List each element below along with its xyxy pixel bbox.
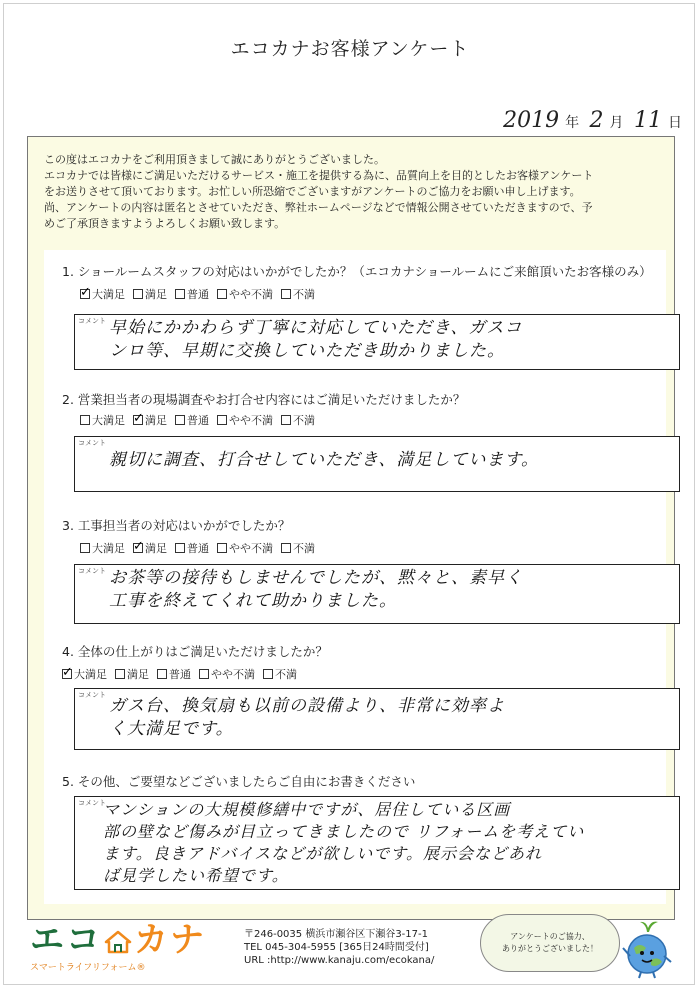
rating-option-label: 大満足 bbox=[74, 668, 107, 681]
survey-date bbox=[497, 108, 682, 133]
comment-line: く大満足です。 bbox=[109, 719, 234, 739]
checkbox-icon[interactable] bbox=[175, 415, 185, 425]
question-3-options bbox=[80, 540, 315, 556]
rating-option[interactable] bbox=[263, 666, 297, 682]
rating-option[interactable] bbox=[133, 412, 167, 428]
intro-line: めご了承頂きますようよろしくお願い致します。 bbox=[44, 217, 286, 230]
checkbox-icon[interactable] bbox=[133, 289, 143, 299]
rating-option-label: 不満 bbox=[275, 668, 297, 681]
intro-line: エコカナでは皆様にご満足いただけるサービス・施工を提供する為に、品質向上を目的としたお客様アンケート bbox=[44, 169, 594, 182]
comment-line: ます。良きアドバイスなどが欲しいです。展示会などあれ bbox=[103, 844, 542, 863]
question-2-comment bbox=[109, 449, 671, 472]
rating-option-label: 満足 bbox=[145, 288, 167, 301]
phone-line: TEL 045-304-5955 [365日24時間受付] bbox=[244, 942, 429, 953]
earth-mascot-icon bbox=[618, 918, 676, 980]
rating-option-label: 普通 bbox=[169, 668, 191, 681]
rating-option-label: 満足 bbox=[127, 668, 149, 681]
comment-line: お茶等の接待もしませんでしたが、黙々と、素早く bbox=[109, 568, 523, 588]
question-1-options bbox=[80, 286, 315, 302]
comment-line: 親切に調査、打合せしていただき、満足しています。 bbox=[109, 450, 539, 470]
rating-option[interactable] bbox=[217, 286, 273, 302]
comment-label: コメント bbox=[78, 691, 106, 699]
rating-option[interactable] bbox=[175, 286, 209, 302]
rating-option[interactable] bbox=[175, 540, 209, 556]
rating-option[interactable] bbox=[217, 540, 273, 556]
question-2-comment-box[interactable] bbox=[74, 436, 680, 492]
rating-option[interactable] bbox=[281, 286, 315, 302]
rating-option-label: 大満足 bbox=[92, 414, 125, 427]
date-day-label: 日 bbox=[668, 115, 682, 131]
question-5-comment bbox=[103, 799, 671, 887]
checkbox-icon[interactable] bbox=[157, 669, 167, 679]
rating-option[interactable] bbox=[115, 666, 149, 682]
comment-line: ば見学したい希望です。 bbox=[103, 866, 289, 885]
checkbox-icon[interactable] bbox=[281, 289, 291, 299]
intro-text bbox=[44, 152, 664, 232]
question-2-options bbox=[80, 412, 315, 428]
question-2: 2. 営業担当者の現場調査やお打合せ内容にはご満足いただけましたか？ bbox=[62, 392, 466, 407]
comment-line: 部の壁など傷みが目立ってきましたので リフォームを考えてい bbox=[103, 822, 585, 841]
question-1-comment bbox=[109, 317, 671, 363]
comment-label: コメント bbox=[78, 799, 106, 807]
url-line: URL :http://www.kanaju.com/ecokana/ bbox=[244, 955, 435, 966]
rating-option[interactable] bbox=[80, 412, 125, 428]
rating-option-label: 不満 bbox=[293, 288, 315, 301]
intro-line: をお送りさせて頂いております。お忙しい所恐縮でございますがアンケートのご協力をお願い申し上げます。 bbox=[44, 185, 581, 198]
comment-line: ガス台、換気扇も以前の設備より、非常に効率よ bbox=[109, 696, 505, 716]
rating-option-label: 不満 bbox=[293, 542, 315, 555]
logo-subtitle: スマートライフリフォーム® bbox=[30, 963, 146, 973]
rating-option-label: 普通 bbox=[187, 414, 209, 427]
rating-option-label: 大満足 bbox=[92, 288, 125, 301]
checkbox-icon[interactable] bbox=[281, 543, 291, 553]
question-5: 5. その他、ご要望などございましたらご自由にお書きください bbox=[62, 774, 416, 789]
checkbox-icon[interactable] bbox=[115, 669, 125, 679]
date-year: 2019 bbox=[503, 108, 560, 133]
question-4: 4. 全体の仕上がりはご満足いただけましたか？ bbox=[62, 644, 328, 659]
date-month-label: 月 bbox=[609, 115, 624, 131]
checked-box-icon[interactable] bbox=[80, 289, 90, 299]
rating-option-label: やや不満 bbox=[229, 414, 273, 427]
date-day: 11 bbox=[634, 108, 662, 133]
comment-line: 工事を終えてくれて助かりました。 bbox=[109, 591, 397, 611]
rating-option-label: やや不満 bbox=[211, 668, 255, 681]
rating-option[interactable] bbox=[80, 540, 125, 556]
question-3-comment bbox=[109, 567, 671, 613]
comment-label: コメント bbox=[78, 317, 106, 325]
checkbox-icon[interactable] bbox=[263, 669, 273, 679]
rating-option-label: 不満 bbox=[293, 414, 315, 427]
checkbox-icon[interactable] bbox=[217, 289, 227, 299]
rating-option[interactable] bbox=[199, 666, 255, 682]
rating-option-label: 普通 bbox=[187, 288, 209, 301]
checkbox-icon[interactable] bbox=[217, 543, 227, 553]
rating-option-label: 大満足 bbox=[92, 542, 125, 555]
checkbox-icon[interactable] bbox=[217, 415, 227, 425]
page-title: エコカナお客様アンケート bbox=[230, 38, 470, 60]
question-3: 3. 工事担当者の対応はいかがでしたか？ bbox=[62, 518, 291, 533]
house-icon bbox=[104, 930, 132, 954]
comment-label: コメント bbox=[78, 567, 106, 575]
question-3-comment-box[interactable] bbox=[74, 564, 680, 624]
rating-option-label: やや不満 bbox=[229, 288, 273, 301]
rating-option[interactable] bbox=[281, 540, 315, 556]
question-1: 1. ショールームスタッフの対応はいかがでしたか？（エコカナショールームにご来館頂いたお客様のみ） bbox=[62, 264, 652, 279]
intro-line: 尚、アンケートの内容は匿名とさせていただき、弊社ホームページなどで情報公開させていただきますので、予 bbox=[44, 201, 593, 214]
thanks-line: アンケートのご協力、 bbox=[510, 932, 590, 941]
checkbox-icon[interactable] bbox=[175, 289, 185, 299]
logo-text-left: エコ bbox=[30, 920, 102, 960]
rating-option-label: 普通 bbox=[187, 542, 209, 555]
comment-line: マンションの大規模修繕中ですが、居住している区画 bbox=[103, 800, 511, 819]
rating-option-label: 満足 bbox=[145, 542, 167, 555]
date-month: 2 bbox=[589, 108, 604, 133]
question-1-comment-box[interactable] bbox=[74, 314, 680, 370]
question-4-comment-box[interactable] bbox=[74, 688, 680, 750]
question-4-comment bbox=[109, 695, 671, 741]
logo-text-right: カナ bbox=[134, 920, 206, 960]
rating-option[interactable] bbox=[133, 540, 167, 556]
comment-line: 早始にかかわらず丁寧に対応していただき、ガスコ bbox=[109, 318, 523, 338]
intro-line: この度はエコカナをご利用頂きまして誠にありがとうございました。 bbox=[44, 153, 385, 166]
date-year-label: 年 bbox=[565, 115, 580, 131]
rating-option[interactable] bbox=[80, 286, 125, 302]
checked-box-icon[interactable] bbox=[62, 669, 72, 679]
question-5-comment-box[interactable] bbox=[74, 796, 680, 890]
rating-option-label: やや不満 bbox=[229, 542, 273, 555]
rating-option[interactable] bbox=[133, 286, 167, 302]
checked-box-icon[interactable] bbox=[133, 415, 143, 425]
checked-box-icon[interactable] bbox=[133, 543, 143, 553]
thanks-bubble bbox=[480, 914, 620, 972]
rating-option[interactable] bbox=[175, 412, 209, 428]
checkbox-icon[interactable] bbox=[80, 543, 90, 553]
checkbox-icon[interactable] bbox=[199, 669, 209, 679]
rating-option[interactable] bbox=[217, 412, 273, 428]
comment-label: コメント bbox=[78, 439, 106, 447]
ecokana-logo bbox=[30, 922, 206, 973]
checkbox-icon[interactable] bbox=[281, 415, 291, 425]
address-line: 〒246-0035 横浜市瀬谷区下瀬谷3-17-1 bbox=[244, 929, 428, 940]
question-4-options bbox=[62, 666, 297, 682]
checkbox-icon[interactable] bbox=[175, 543, 185, 553]
company-address bbox=[244, 928, 434, 967]
rating-option[interactable] bbox=[157, 666, 191, 682]
comment-line: ンロ等、早期に交換していただき助かりました。 bbox=[109, 341, 505, 361]
rating-option[interactable] bbox=[62, 666, 107, 682]
thanks-line: ありがとうございました！ bbox=[502, 944, 598, 953]
rating-option[interactable] bbox=[281, 412, 315, 428]
rating-option-label: 満足 bbox=[145, 414, 167, 427]
checkbox-icon[interactable] bbox=[80, 415, 90, 425]
